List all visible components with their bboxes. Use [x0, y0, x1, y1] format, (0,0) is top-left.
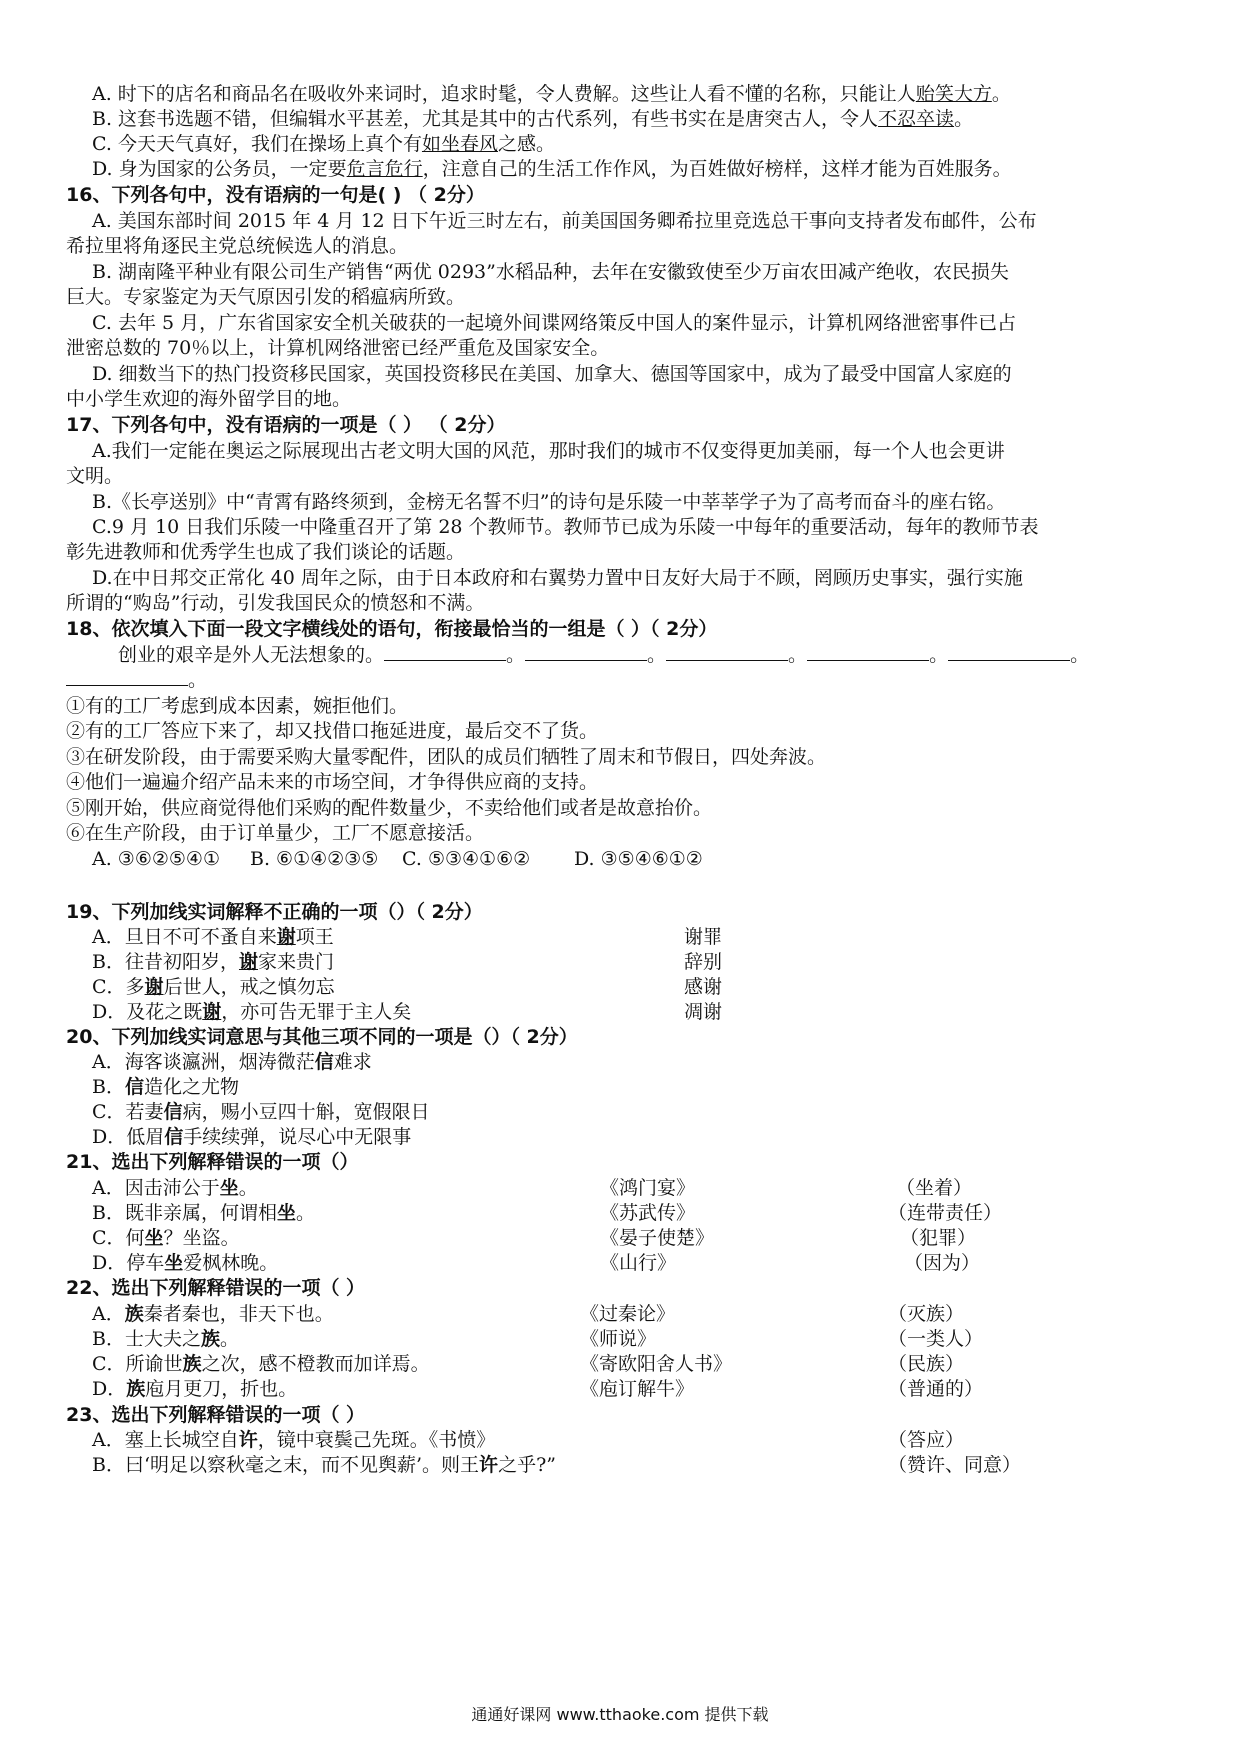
q15-a-text: A. 时下的店名和商品名在吸收外来词时，追求时髦，令人费解。这些让人看不懂的名称，只能让人	[92, 83, 916, 105]
q19-a-keyword: 谢	[276, 926, 296, 948]
q15-c-underlined: 如坐春风	[421, 133, 498, 155]
q22-b-explanation: （一类人）	[888, 1328, 984, 1350]
q20-option-a: A．海客谈瀛洲，烟涛微茫信难求	[92, 1051, 372, 1073]
q16-d-line1: D. 细数当下的热门投资移民国家，英国投资移民在美国、加拿大、德国等国家中，成为了最受中国富人家庭的	[92, 363, 1012, 385]
q22-b-source: 《师说》	[580, 1328, 657, 1350]
q18-blanks-line: 创业的艰辛是外人无法想象的。 。 。 。 。 。	[118, 644, 1090, 666]
q15-b-tail: 。	[954, 108, 974, 130]
q19-d-keyword: 谢	[202, 1001, 222, 1023]
q19-a-explanation: 谢罪	[684, 926, 723, 948]
q15-d-text: D. 身为国家的公务员，一定要	[92, 158, 347, 180]
q18-blank-4[interactable]	[807, 642, 929, 661]
q19-title: 19、下列加线实词解释不正确的一项（）（ 2分）	[66, 901, 483, 923]
q21-title: 21、选出下列解释错误的一项（）	[66, 1151, 359, 1173]
q22-c-keyword: 族	[182, 1353, 202, 1375]
q16-c-line2: 泄密总数的 70％以上，计算机网络泄密已经严重危及国家安全。	[66, 337, 610, 359]
q15-c-text: C. 今天天气真好，我们在操场上真个有	[92, 133, 422, 155]
q21-a-keyword: 坐	[219, 1177, 239, 1199]
q16-b-line1: B. 湖南隆平种业有限公司生产销售“两优 0293”水稻品种，去年在安徽致使至少万亩农田减产绝收，农民损失	[92, 261, 1009, 283]
q22-a-explanation: （灭族）	[888, 1303, 965, 1325]
q23-option-b: B．曰‘明足以察秋毫之末，而不见舆薪’。则王许之乎?”	[92, 1454, 556, 1476]
q21-a-source: 《鸿门宴》	[600, 1177, 696, 1199]
q16-b-line2: 巨大。专家鉴定为天气原因引发的稻瘟病所致。	[66, 286, 466, 308]
q20-c-keyword: 信	[163, 1101, 183, 1123]
q18-blank-3[interactable]	[666, 642, 788, 661]
q18-item: ⑥在生产阶段，由于订单量少，工厂不愿意接活。	[66, 822, 485, 844]
q21-b-keyword: 坐	[276, 1202, 296, 1224]
q15-option-b	[92, 105, 973, 133]
footer-source: 通通好课网 www.tthaoke.com 提供下载	[471, 1705, 769, 1724]
q15-option-c	[92, 130, 555, 158]
q21-d-source: 《山行》	[600, 1252, 677, 1274]
q20-option-b: B．信造化之尤物	[92, 1076, 239, 1098]
q23-a-keyword: 许	[238, 1429, 258, 1451]
q21-b-explanation: （连带责任）	[888, 1202, 1003, 1224]
q21-c-explanation: （犯罪）	[900, 1227, 977, 1249]
q18-option-b: B. ⑥①④②③⑤	[250, 848, 379, 870]
q22-option-c: C．所谕世族之次，感不橙教而加详焉。	[92, 1353, 430, 1375]
q19-option-d: D．及花之既谢，亦可告无罪于主人矣	[92, 1001, 412, 1023]
q19-option-b: B．往昔初阳岁，谢家来贵门	[92, 951, 334, 973]
q16-d-line2: 中小学生欢迎的海外留学目的地。	[66, 388, 352, 410]
q18-blank-2[interactable]	[525, 642, 647, 661]
q22-title: 22、选出下列解释错误的一项（ ）	[66, 1277, 366, 1299]
q22-d-explanation: （普通的）	[888, 1378, 984, 1400]
q21-d-explanation: （因为）	[904, 1252, 981, 1274]
q18-blank-1[interactable]	[384, 642, 506, 661]
q19-b-explanation: 辞别	[684, 951, 723, 973]
q17-b-line1: B.《长亭送别》中“青霄有路终须到，金榜无名誓不归”的诗句是乐陵一中莘莘学子为了高考而奋斗的座右铭。	[92, 491, 1006, 513]
q21-option-c: C．何坐？坐盗。	[92, 1227, 240, 1249]
q21-b-source: 《苏武传》	[600, 1202, 696, 1224]
q19-d-explanation: 凋谢	[684, 1001, 723, 1023]
q22-option-a: A．族秦者秦也，非天下也。	[92, 1303, 334, 1325]
q20-option-d: D．低眉信手续续弹，说尽心中无限事	[92, 1126, 412, 1148]
q20-d-keyword: 信	[164, 1126, 184, 1148]
q23-option-a: A．塞上长城空自许，镜中衰鬓己先斑。《书愤》	[92, 1429, 496, 1451]
q22-a-source: 《过秦论》	[580, 1303, 676, 1325]
q15-option-d	[92, 155, 1012, 183]
q21-c-keyword: 坐	[144, 1227, 164, 1249]
q21-d-keyword: 坐	[164, 1252, 184, 1274]
q20-option-c: C．若妻信病，赐小豆四十斛，宽假限日	[92, 1101, 430, 1123]
q15-b-text: B. 这套书选题不错，但编辑水平甚差，尤其是其中的古代系列，有些书实在是唐突古人，令人	[92, 108, 879, 130]
q20-a-keyword: 信	[314, 1051, 334, 1073]
q22-c-explanation: （民族）	[888, 1353, 965, 1375]
q21-option-d: D．停车坐爱枫林晚。	[92, 1252, 279, 1274]
q17-a-line2: 文明。	[66, 465, 124, 487]
q20-title: 20、下列加线实词意思与其他三项不同的一项是（）（ 2分）	[66, 1026, 578, 1048]
q23-title: 23、选出下列解释错误的一项（ ）	[66, 1404, 366, 1426]
q18-option-c: C. ⑤③④①⑥②	[402, 848, 531, 870]
q17-c-line1: C.9 月 10 日我们乐陵一中隆重召开了第 28 个教师节。教师节已成为乐陵一中每年的重要活动，每年的教师节表	[92, 516, 1039, 538]
q21-a-explanation: （坐着）	[896, 1177, 973, 1199]
q19-option-c: C．多谢后世人，戒之慎勿忘	[92, 976, 335, 998]
q21-option-b: B．既非亲属，何谓相坐。	[92, 1202, 315, 1224]
q19-c-explanation: 感谢	[684, 976, 723, 998]
q22-option-b: B．士大夫之族。	[92, 1328, 239, 1350]
q22-d-keyword: 族	[126, 1378, 146, 1400]
q15-a-underlined: 贻笑大方	[915, 83, 992, 105]
q17-d-line1: D.在中日邦交正常化 40 周年之际，由于日本政府和右翼势力置中日友好大局于不顾，罔顾历史事实，强行实施	[92, 567, 1023, 589]
q18-blank-5[interactable]	[948, 642, 1070, 661]
q17-a-line1: A.我们一定能在奥运之际展现出古老文明大国的风范，那时我们的城市不仅变得更加美丽，每一个人也会更讲	[92, 440, 1005, 462]
q18-option-a: A. ③⑥②⑤④①	[92, 848, 220, 870]
q18-title: 18、依次填入下面一段文字横线处的语句，衔接最恰当的一组是（ ）（ 2分）	[66, 618, 718, 640]
q17-c-line2: 彰先进教师和优秀学生也成了我们谈论的话题。	[66, 541, 466, 563]
q18-item: ⑤刚开始，供应商觉得他们采购的配件数量少，不卖给他们或者是故意抬价。	[66, 797, 713, 819]
q18-item: ②有的工厂答应下来了，却又找借口拖延进度，最后交不了货。	[66, 720, 599, 742]
q18-item: ③在研发阶段，由于需要采购大量零配件，团队的成员们牺牲了周末和节假日，四处奔波。	[66, 746, 827, 768]
q18-blank-6[interactable]	[66, 667, 188, 686]
q22-a-keyword: 族	[124, 1303, 144, 1325]
q22-c-source: 《寄欧阳舍人书》	[580, 1353, 733, 1375]
q16-c-line1: C. 去年 5 月，广东省国家安全机关破获的一起境外间谍网络策反中国人的案件显示，计算机网络泄密事件已占	[92, 312, 1017, 334]
q22-option-d: D．族庖月更刀，折也。	[92, 1378, 298, 1400]
q16-a-line1: A. 美国东部时间 2015 年 4 月 12 日下午近三时左右，前美国国务卿希拉里竞选总干事向支持者发布邮件，公布	[92, 210, 1037, 232]
q21-option-a: A．因击沛公于坐。	[92, 1177, 258, 1199]
q18-lead: 创业的艰辛是外人无法想象的。	[118, 644, 385, 666]
q23-a-explanation: （答应）	[888, 1429, 965, 1451]
q19-c-keyword: 谢	[144, 976, 164, 998]
q18-item: ①有的工厂考虑到成本因素，婉拒他们。	[66, 695, 409, 717]
q15-option-a	[92, 80, 1011, 108]
q19-option-a: A．旦日不可不蚤自来谢项王	[92, 926, 334, 948]
q18-blank-line2: 。	[66, 666, 207, 694]
q19-b-keyword: 谢	[238, 951, 258, 973]
q16-a-line2: 希拉里将角逐民主党总统候选人的消息。	[66, 235, 409, 257]
q16-title: 16、下列各句中，没有语病的一句是( ) （ 2分）	[66, 184, 485, 206]
q15-c-tail: 之感。	[497, 133, 555, 155]
q18-item: ④他们一遍遍介绍产品未来的市场空间，才争得供应商的支持。	[66, 771, 599, 793]
q15-b-underlined: 不忍卒读	[878, 108, 955, 130]
q15-a-tail: 。	[991, 83, 1011, 105]
q17-d-line2: 所谓的“购岛”行动，引发我国民众的愤怒和不满。	[66, 592, 485, 614]
q20-b-keyword: 信	[124, 1076, 144, 1098]
q23-b-explanation: （赞许、同意）	[888, 1454, 1022, 1476]
q15-d-tail: ，注意自己的生活工作作风，为百姓做好榜样，这样才能为百姓服务。	[422, 158, 1012, 180]
q23-b-keyword: 许	[479, 1454, 499, 1476]
q22-b-keyword: 族	[200, 1328, 220, 1350]
q17-title: 17、下列各句中，没有语病的一项是（ ） （ 2分）	[66, 414, 506, 436]
q21-c-source: 《晏子使楚》	[600, 1227, 715, 1249]
q18-option-d: D. ③⑤④⑥①②	[574, 848, 703, 870]
q22-d-source: 《庖订解牛》	[580, 1378, 695, 1400]
q15-d-underlined: 危言危行	[346, 158, 423, 180]
